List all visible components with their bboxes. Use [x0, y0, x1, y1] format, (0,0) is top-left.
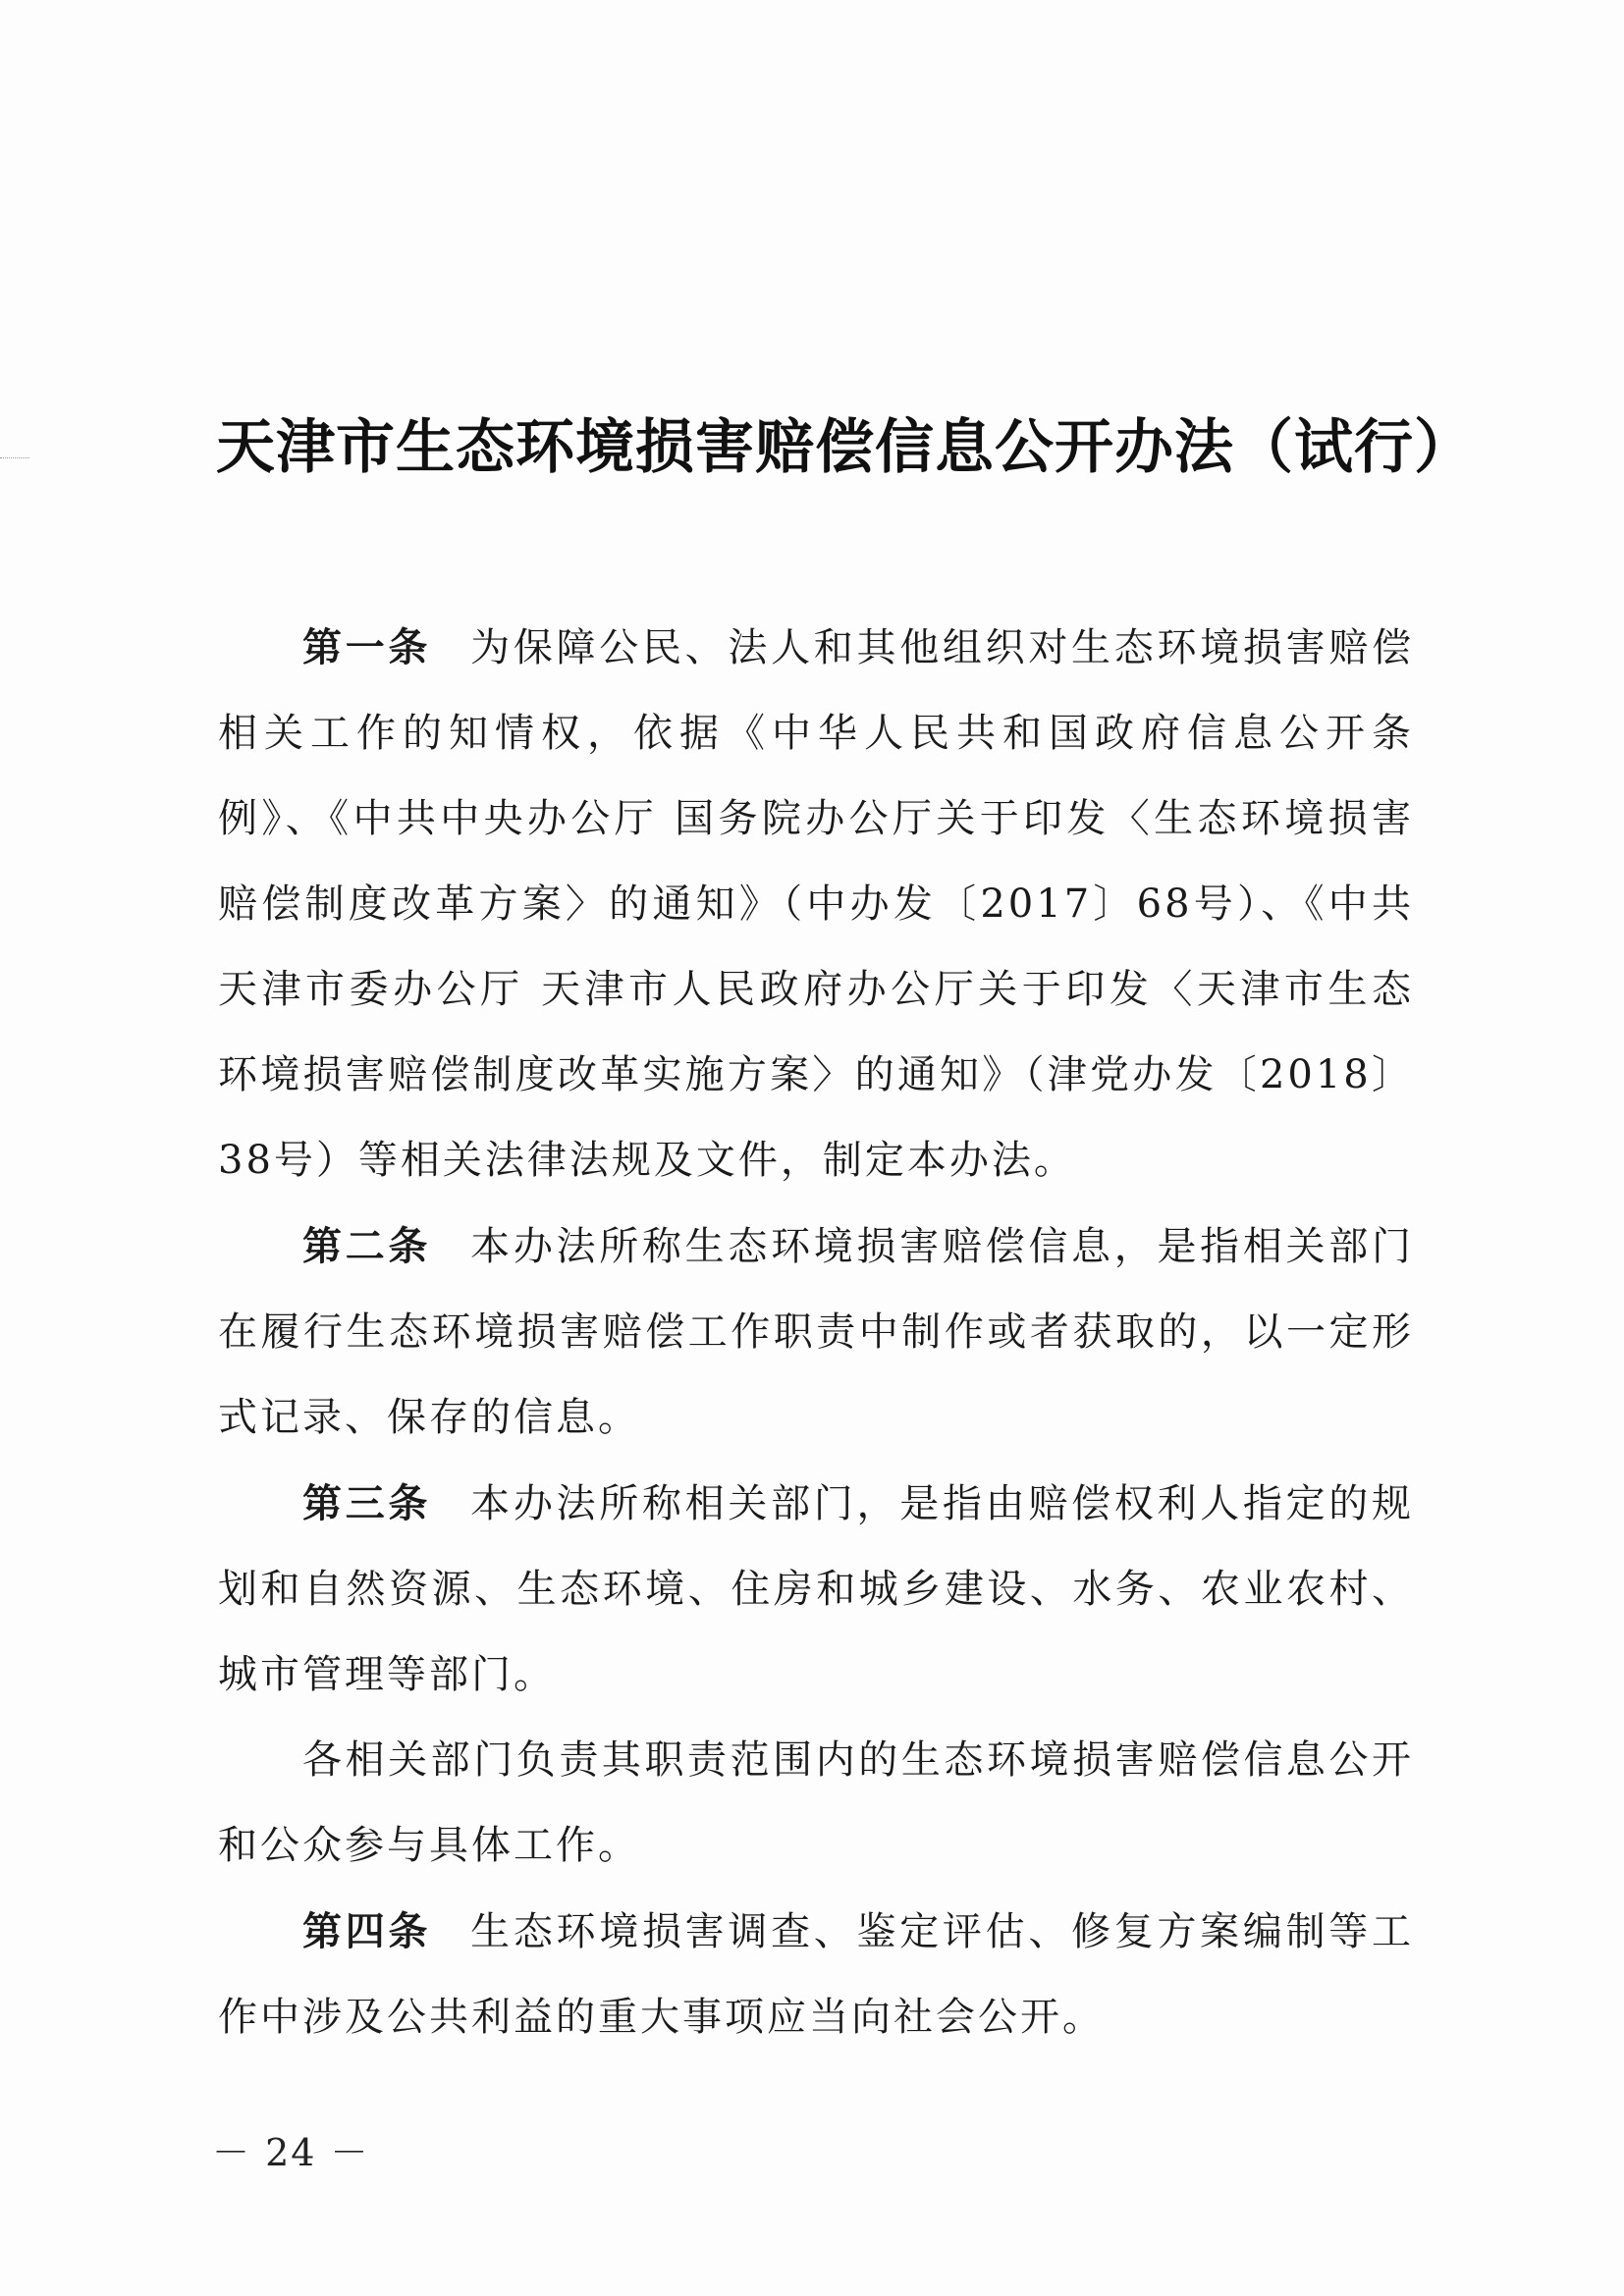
- article-2: [218, 1203, 1414, 1461]
- article-1-head: 第一条: [302, 624, 432, 670]
- article-4-head: 第四条: [302, 1908, 432, 1954]
- article-3-continuation-text: 各相关部门负责其职责范围内的生态环境损害赔偿信息公开和公众参与具体工作。: [218, 1737, 1414, 1868]
- article-1: [218, 605, 1414, 1203]
- article-3: [218, 1461, 1414, 1718]
- page-number: － 24 －: [212, 2131, 370, 2174]
- article-1-text: 为保障公民、法人和其他组织对生态环境损害赔偿相关工作的知情权，依据《中华人民共和国政府信息公开条例》、《中共中央办公厅 国务院办公厅关于印发〈生态环境损害赔偿制度改革方案〉的通知》（中办发〔2017〕68号）、《中共天津市委办公厅 天津市人民政府办公厅关于印发〈天津市生态环境损害赔偿制度改革实施方案〉的通知》（津党办发〔2018〕38号）等相关法律法规及文件，制定本办法。: [218, 625, 1414, 1183]
- article-4: [218, 1889, 1414, 2060]
- article-3-continuation: [218, 1718, 1414, 1889]
- article-4-text: 生态环境损害调查、鉴定评估、修复方案编制等工作中涉及公共利益的重大事项应当向社会公开。: [218, 1909, 1414, 2040]
- article-2-text: 本办法所称生态环境损害赔偿信息，是指相关部门在履行生态环境损害赔偿工作职责中制作或者获取的，以一定形式记录、保存的信息。: [218, 1224, 1414, 1440]
- document-title: 天津市生态环境损害赔偿信息公开办法（试行）: [216, 413, 1474, 482]
- article-3-text: 本办法所称相关部门，是指由赔偿权利人指定的规划和自然资源、生态环境、住房和城乡建设、水务、农业农村、城市管理等部门。: [218, 1481, 1414, 1697]
- document-body: [218, 605, 1414, 2060]
- article-3-head: 第三条: [302, 1480, 432, 1526]
- scan-edge-mark: [0, 457, 29, 459]
- article-2-head: 第二条: [302, 1223, 432, 1269]
